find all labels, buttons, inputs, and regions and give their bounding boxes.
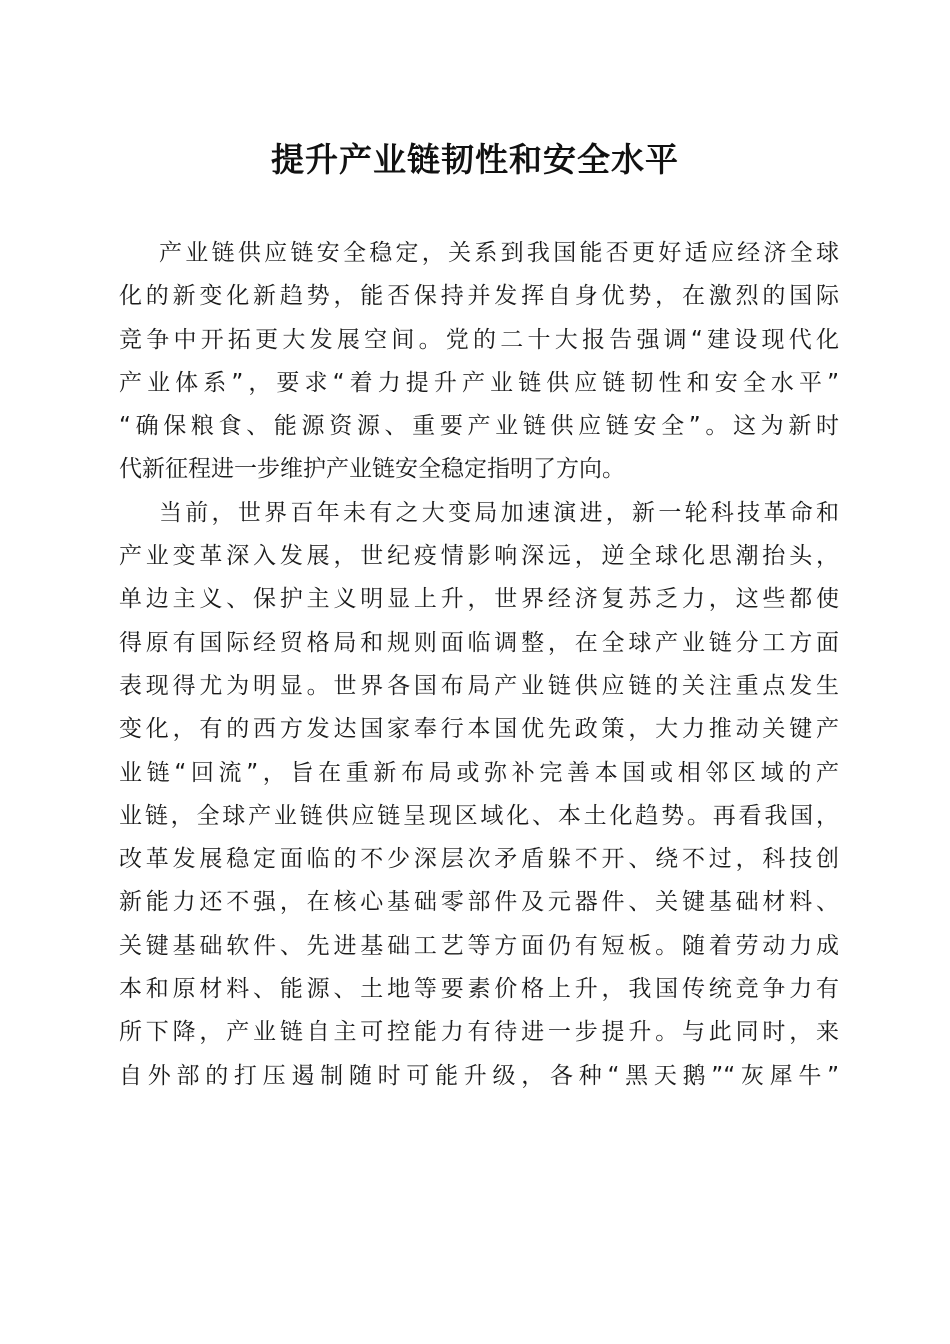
text-line: “确保粮食、能源资源、重要产业链供应链安全”。这为新时 bbox=[119, 413, 839, 440]
text-line: 关键基础软件、先进基础工艺等方面仍有短板。随着劳动力成 bbox=[119, 932, 839, 959]
document-title: 提升产业链韧性和安全水平 bbox=[271, 140, 679, 179]
text-line: 所下降，产业链自主可控能力有待进一步提升。与此同时，来 bbox=[119, 1019, 839, 1046]
text-line: 本和原材料、能源、土地等要素价格上升，我国传统竞争力有 bbox=[119, 976, 839, 1003]
text-line: 当前，世界百年未有之大变局加速演进，新一轮科技革命和 bbox=[159, 499, 839, 526]
text-line: 代新征程进一步维护产业链安全稳定指明了方向。 bbox=[119, 456, 625, 483]
text-line: 自外部的打压遏制随时可能升级，各种“黑天鹅”“灰犀牛” bbox=[119, 1062, 839, 1089]
paragraph-2 bbox=[119, 492, 839, 1098]
text-line: 新能力还不强，在核心基础零部件及元器件、关键基础材料、 bbox=[119, 889, 839, 916]
text-line: 产业变革深入发展，世纪疫情影响深远，逆全球化思潮抬头， bbox=[119, 543, 839, 570]
text-line: 产业链供应链安全稳定，关系到我国能否更好适应经济全球 bbox=[159, 240, 839, 266]
text-line: 表现得尤为明显。世界各国布局产业链供应链的关注重点发生 bbox=[119, 672, 839, 699]
text-line: 化的新变化新趋势，能否保持并发挥自身优势，在激烈的国际 bbox=[119, 283, 839, 310]
document-body bbox=[119, 232, 839, 1098]
text-line: 竞争中开拓更大发展空间。党的二十大报告强调“建设现代化 bbox=[119, 326, 839, 353]
text-line: 产业体系”，要求“着力提升产业链供应链韧性和安全水平” bbox=[119, 369, 839, 396]
text-line: 业链“回流”，旨在重新布局或弥补完善本国或相邻区域的产 bbox=[119, 759, 839, 786]
text-line: 改革发展稳定面临的不少深层次矛盾躲不开、绕不过，科技创 bbox=[119, 846, 839, 873]
text-line: 得原有国际经贸格局和规则面临调整，在全球产业链分工方面 bbox=[119, 629, 839, 656]
text-line: 单边主义、保护主义明显上升，世界经济复苏乏力，这些都使 bbox=[119, 586, 839, 613]
text-line: 业链，全球产业链供应链呈现区域化、本土化趋势。再看我国， bbox=[119, 802, 839, 829]
paragraph-1 bbox=[119, 232, 839, 492]
text-line: 变化，有的西方发达国家奉行本国优先政策，大力推动关键产 bbox=[119, 716, 839, 743]
